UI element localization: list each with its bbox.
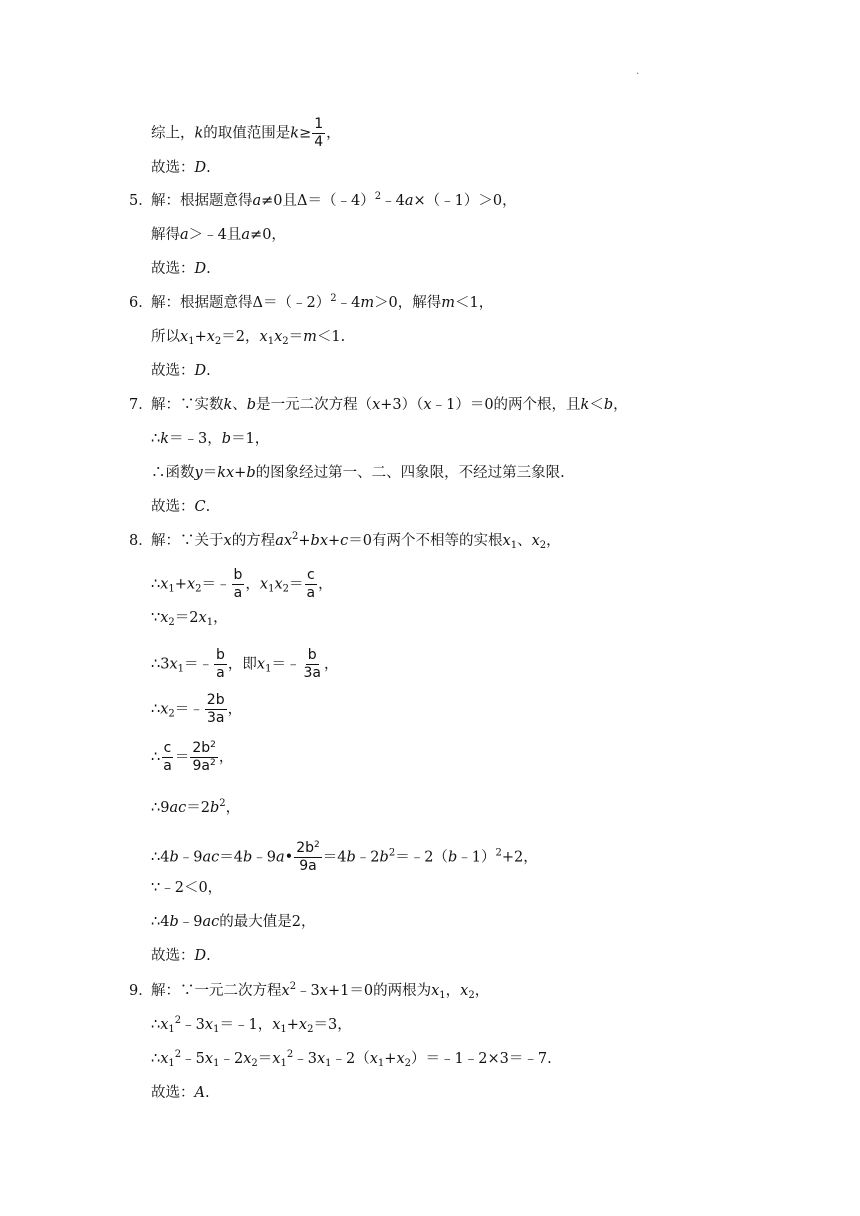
solution-line: 所以$x_1+x_2=2$，$x_1x_2=m<1$. <box>151 329 346 347</box>
answer-line: 故选：D. <box>151 261 211 277</box>
solution-line: 解：根据题意得a≠0且Δ＝（﹣4）$^2$﹣4a×（﹣1）＞0， <box>151 191 517 209</box>
solution-line: 解：∵实数k、b是一元二次方程（x+3）（x﹣1）＝0的两个根，且k＜b， <box>151 397 628 413</box>
solution-line: ∵﹣2＜0， <box>151 880 223 896</box>
page-mark: . <box>636 66 640 77</box>
solution-line: ∴4b﹣9ac＝4b﹣9a• $\frac{2b^2}{9a}$ $=4b﹣2b^2=﹣2(b﹣1)^2+2$， <box>151 840 538 874</box>
solution-line: $\therefore x_2=﹣$ $\frac{2b}{3a}$ ， <box>151 692 243 726</box>
answer-line: 故选：C. <box>151 499 211 515</box>
item-number: 7． <box>129 397 153 413</box>
solution-line: ∴k＝﹣3，b＝1， <box>151 431 270 447</box>
solution-line: $\because x_2=2x_1$， <box>151 610 228 628</box>
solution-line: 解得a＞﹣4且a≠0， <box>151 227 286 243</box>
solution-line: ∴函数y＝kx+b的图象经过第一、二、四象限，不经过第三象限. <box>151 465 565 481</box>
answer-line: 故选：D. <box>151 160 211 176</box>
item-number: 6． <box>129 295 153 311</box>
answer-line: 故选：D. <box>151 363 211 379</box>
fraction: $\frac{1}{4}$ <box>314 116 324 150</box>
item-number: 5． <box>129 193 153 209</box>
solution-line: 解：∵一元二次方程$x^2﹣3x+1=0$的两根为$x_1$，$x_2$， <box>151 981 490 1001</box>
solution-line: ∴4b﹣9ac的最大值是2， <box>151 914 316 930</box>
solution-line: $\therefore 9ac=2b^2$， <box>151 798 241 816</box>
solution-line: $\therefore x_1^2﹣3x_1=﹣1$，$x_1+x_2=3$， <box>151 1015 352 1035</box>
solution-line: $\therefore x_1+x_2=﹣$ $\frac{b}{a}$ ，$x_1x_2=$ $\frac{c}{a}$ ， <box>151 567 333 601</box>
solution-line: 解：根据题意得Δ＝（﹣2）$^2$﹣4m＞0，解得m＜1， <box>151 293 494 311</box>
solution-line: $\therefore x_1^2﹣5x_1﹣2x_2=x_1^2﹣3x_1﹣2(x_1+x_2)=﹣1﹣2\times 3=﹣7$. <box>151 1049 552 1069</box>
answer-line: 故选：D. <box>151 948 211 964</box>
item-number: 8． <box>129 533 153 549</box>
item-number: 9． <box>129 983 153 999</box>
solution-line: $\therefore 3x_1=﹣$ $\frac{b}{a}$ ，即$x_1=﹣$ $\frac{b}{3a}$ ， <box>151 647 339 681</box>
solution-line: ∴ $\frac{c}{a}$ ＝ $\frac{2b^2}{9a^2}$ ， <box>151 740 234 774</box>
answer-line: 故选：A. <box>151 1085 210 1101</box>
line-conclusion: 综上，k的取值范围是k≥ $\frac{1}{4}$ ， <box>151 116 341 150</box>
solution-line: 解：∵关于x的方程$ax^2+bx+c=0$有两个不相等的实根$x_1$、$x_2$， <box>151 531 561 551</box>
